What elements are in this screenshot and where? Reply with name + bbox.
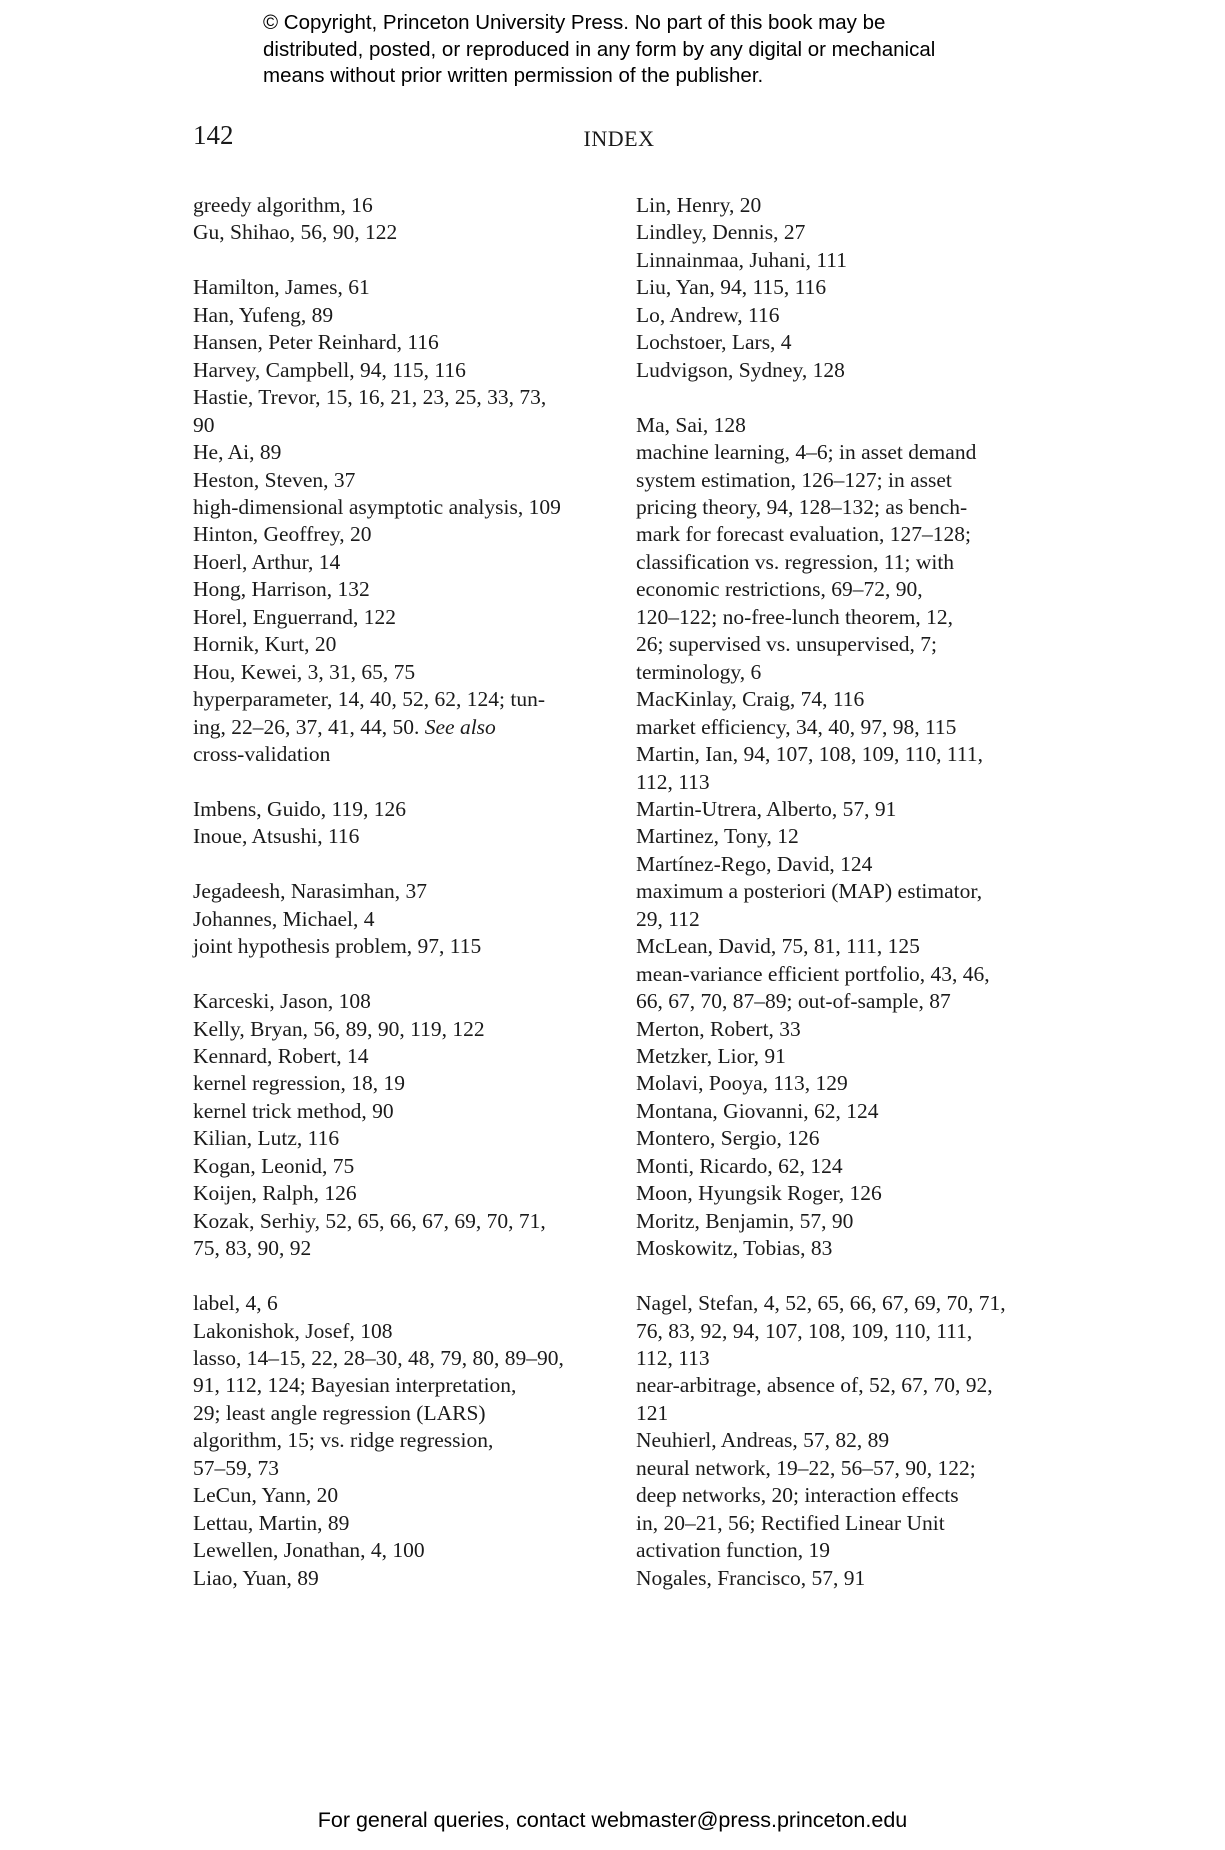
index-entry-line: algorithm, 15; vs. ridge regression,: [193, 1428, 494, 1453]
index-entry-line: Merton, Robert, 33: [636, 1016, 801, 1041]
index-entry: [636, 1180, 1086, 1207]
index-entry-line: hyperparameter, 14, 40, 52, 62, 124; tun-: [193, 687, 546, 712]
index-entry-line: Linnainmaa, Juhani, 111: [636, 247, 847, 272]
index-entry: [193, 1318, 623, 1345]
index-entry-line: Gu, Shihao, 56, 90, 122: [193, 220, 398, 245]
index-entry-line: system estimation, 126–127; in asset: [636, 467, 952, 492]
index-entry-line: Nogales, Francisco, 57, 91: [636, 1565, 866, 1590]
index-entry: [636, 1455, 1086, 1565]
index-entry: [193, 1345, 623, 1482]
index-entry-line: mark for forecast evaluation, 127–128;: [636, 522, 971, 547]
index-entry-line: Kilian, Lutz, 116: [193, 1126, 340, 1151]
letter-group-gap: [636, 1263, 1086, 1290]
index-entry-line: 76, 83, 92, 94, 107, 108, 109, 110, 111,: [636, 1318, 973, 1343]
index-entry: [193, 1565, 623, 1592]
index-entry-line: terminology, 6: [636, 659, 762, 684]
index-entry: [193, 933, 623, 960]
index-entry-line: Hansen, Peter Reinhard, 116: [193, 330, 439, 355]
index-entry: [193, 1125, 623, 1152]
see-also-reference: See also: [424, 714, 496, 739]
index-entry-line: Lakonishok, Josef, 108: [193, 1318, 393, 1343]
index-entry-line: maximum a posteriori (MAP) estimator,: [636, 879, 983, 904]
index-entry: [193, 467, 623, 494]
index-entry-line: ing, 22–26, 37, 41, 44, 50. See also: [193, 714, 496, 739]
index-entry: [193, 549, 623, 576]
index-entry: [636, 329, 1086, 356]
index-entry-line: Kennard, Robert, 14: [193, 1043, 369, 1068]
index-entry-line: Hastie, Trevor, 15, 16, 21, 23, 25, 33, 73,: [193, 385, 547, 410]
index-entry: [636, 1098, 1086, 1125]
index-entry: [636, 1427, 1086, 1454]
index-entry-line: He, Ai, 89: [193, 440, 282, 465]
index-entry-line: Hornik, Kurt, 20: [193, 632, 337, 657]
index-entry: [636, 192, 1086, 219]
index-entry: [636, 823, 1086, 850]
page-number: 142: [193, 120, 234, 150]
index-entry: [636, 1290, 1086, 1372]
index-entry-line: machine learning, 4–6; in asset demand: [636, 440, 977, 465]
index-entry-line: Hong, Harrison, 132: [193, 577, 370, 602]
index-entry-line: Lo, Andrew, 116: [636, 302, 780, 327]
index-entry-line: Molavi, Pooya, 113, 129: [636, 1071, 848, 1096]
index-entry: [636, 1153, 1086, 1180]
index-entry: [193, 1510, 623, 1537]
index-entry: [636, 219, 1086, 246]
index-entry-line: Heston, Steven, 37: [193, 467, 356, 492]
index-entry-line: Montero, Sergio, 126: [636, 1126, 820, 1151]
index-entry: [193, 1290, 623, 1317]
index-entry-line: classification vs. regression, 11; with: [636, 549, 955, 574]
index-entry: [636, 741, 1086, 796]
index-entry: [636, 412, 1086, 439]
index-entry: [193, 988, 623, 1015]
index-entry-line: Montana, Giovanni, 62, 124: [636, 1098, 879, 1123]
index-entry-line: Lettau, Martin, 89: [193, 1510, 350, 1535]
index-entry-line: Kelly, Bryan, 56, 89, 90, 119, 122: [193, 1016, 485, 1041]
index-entry-line: MacKinlay, Craig, 74, 116: [636, 687, 865, 712]
index-entry: [193, 219, 623, 246]
index-entry-line: Ma, Sai, 128: [636, 412, 746, 437]
index-entry-line: Hoerl, Arthur, 14: [193, 549, 341, 574]
index-entry-line: 112, 113: [636, 1346, 710, 1370]
index-entry-line: Lin, Henry, 20: [636, 193, 762, 217]
letter-group-gap: [193, 247, 623, 274]
index-entry: [636, 1016, 1086, 1043]
index-entry: [193, 494, 623, 521]
index-entry-line: 66, 67, 70, 87–89; out-of-sample, 87: [636, 989, 951, 1014]
index-entry-line: 29; least angle regression (LARS): [193, 1400, 486, 1425]
index-entry: [193, 439, 623, 466]
index-entry-line: 57–59, 73: [193, 1455, 279, 1480]
letter-group-gap: [193, 1263, 623, 1290]
index-entry: [193, 329, 623, 356]
index-entry-line: 75, 83, 90, 92: [193, 1236, 312, 1261]
index-entry-line: deep networks, 20; interaction effects: [636, 1483, 959, 1508]
index-entry-line: Metzker, Lior, 91: [636, 1044, 786, 1069]
index-entry-line: near-arbitrage, absence of, 52, 67, 70, 92,: [636, 1373, 993, 1398]
index-entry: [193, 1016, 623, 1043]
copyright-notice: [263, 10, 1023, 90]
index-entry-line: Liao, Yuan, 89: [193, 1565, 319, 1590]
index-column-left: [193, 192, 623, 1592]
index-entry-line: in, 20–21, 56; Rectified Linear Unit: [636, 1510, 945, 1535]
index-entry-line: Martin-Utrera, Alberto, 57, 91: [636, 796, 897, 821]
index-entry-line: economic restrictions, 69–72, 90,: [636, 577, 923, 602]
index-entry-line: 91, 112, 124; Bayesian interpretation,: [193, 1373, 517, 1398]
index-entry: [193, 1070, 623, 1097]
index-entry-line: Moskowitz, Tobias, 83: [636, 1236, 833, 1261]
index-entry-line: 26; supervised vs. unsupervised, 7;: [636, 632, 937, 657]
index-entry-line: kernel regression, 18, 19: [193, 1071, 405, 1096]
index-entry: [636, 439, 1086, 686]
index-entry: [193, 604, 623, 631]
index-entry-line: Liu, Yan, 94, 115, 116: [636, 275, 827, 300]
index-entry: [636, 1235, 1086, 1262]
index-entry: [636, 961, 1086, 1016]
letter-group-gap: [636, 384, 1086, 411]
letter-group-gap: [193, 851, 623, 878]
index-entry: [636, 274, 1086, 301]
index-entry-line: Ludvigson, Sydney, 128: [636, 357, 845, 382]
index-entry-line: Karceski, Jason, 108: [193, 989, 371, 1014]
copyright-line: distributed, posted, or reproduced in any form by any digital or mechanical: [263, 37, 936, 61]
letter-group-gap: [193, 769, 623, 796]
index-entry: [636, 933, 1086, 960]
copyright-line: © Copyright, Princeton University Press. No part of this book may be: [263, 11, 886, 34]
index-entry: [193, 1043, 623, 1070]
index-entry: [636, 302, 1086, 329]
index-entry: [193, 1482, 623, 1509]
index-entry-line: Lewellen, Jonathan, 4, 100: [193, 1538, 425, 1563]
index-entry-line: Hinton, Geoffrey, 20: [193, 522, 372, 547]
index-entry-line: kernel trick method, 90: [193, 1098, 394, 1123]
index-entry: [193, 796, 623, 823]
index-entry-line: market efficiency, 34, 40, 97, 98, 115: [636, 714, 957, 739]
footer-contact: For general queries, contact webmaster@press.princeton.edu: [317, 1808, 908, 1832]
index-entry-line: pricing theory, 94, 128–132; as bench-: [636, 494, 968, 519]
index-column-right: [636, 192, 1086, 1592]
index-entry: [636, 796, 1086, 823]
index-entry: [636, 714, 1086, 741]
index-entry-line: Lindley, Dennis, 27: [636, 220, 806, 245]
index-entry: [193, 631, 623, 658]
index-entry-line: joint hypothesis problem, 97, 115: [193, 934, 482, 959]
index-entry: [193, 384, 623, 439]
index-entry-line: 29, 112: [636, 906, 700, 931]
index-entry: [636, 686, 1086, 713]
index-entry-line: Moritz, Benjamin, 57, 90: [636, 1208, 854, 1233]
index-entry-line: Nagel, Stefan, 4, 52, 65, 66, 67, 69, 70, 71,: [636, 1291, 1006, 1316]
running-head: INDEX: [583, 126, 655, 151]
index-entry-line: 121: [636, 1400, 669, 1425]
index-entry: [636, 1565, 1086, 1592]
index-entry-line: neural network, 19–22, 56–57, 90, 122;: [636, 1455, 976, 1480]
index-entry-line: label, 4, 6: [193, 1291, 278, 1316]
index-entry: [193, 576, 623, 603]
index-entry: [636, 247, 1086, 274]
index-entry-line: Imbens, Guido, 119, 126: [193, 796, 406, 821]
index-entry: [193, 521, 623, 548]
index-entry: [193, 878, 623, 905]
letter-group-gap: [193, 961, 623, 988]
index-entry: [193, 686, 623, 768]
copyright-line: means without prior written permission of the publisher.: [263, 64, 764, 87]
index-entry: [193, 192, 623, 219]
index-entry: [193, 906, 623, 933]
index-entry-line: 120–122; no-free-lunch theorem, 12,: [636, 604, 954, 629]
index-entry-line: Jegadeesh, Narasimhan, 37: [193, 879, 428, 904]
index-entry: [193, 1098, 623, 1125]
index-entry: [193, 357, 623, 384]
index-entry-line: Han, Yufeng, 89: [193, 302, 334, 327]
index-entry-line: Inoue, Atsushi, 116: [193, 824, 360, 849]
index-entry: [636, 1372, 1086, 1427]
index-entry-line: Johannes, Michael, 4: [193, 906, 375, 931]
index-entry-line: 90: [193, 412, 215, 437]
index-entry: [636, 357, 1086, 384]
index-entry-line: Kozak, Serhiy, 52, 65, 66, 67, 69, 70, 71,: [193, 1208, 546, 1233]
index-entry: [636, 1208, 1086, 1235]
index-entry: [636, 1043, 1086, 1070]
index-entry-line: Neuhierl, Andreas, 57, 82, 89: [636, 1428, 890, 1453]
index-entry: [636, 851, 1086, 878]
index-entry-line: 112, 113: [636, 769, 710, 794]
index-entry: [193, 1180, 623, 1207]
index-entry-line: activation function, 19: [636, 1538, 831, 1563]
index-entry-line: LeCun, Yann, 20: [193, 1483, 339, 1508]
index-entry: [193, 1537, 623, 1564]
index-entry-line: McLean, David, 75, 81, 111, 125: [636, 934, 920, 959]
index-entry-line: Harvey, Campbell, 94, 115, 116: [193, 357, 466, 382]
index-entry-line: Martin, Ian, 94, 107, 108, 109, 110, 111,: [636, 742, 983, 767]
index-entry-line: Lochstoer, Lars, 4: [636, 330, 792, 355]
index-entry: [193, 823, 623, 850]
index-entry: [193, 274, 623, 301]
index-entry-line: Martínez-Rego, David, 124: [636, 851, 873, 876]
index-entry-line: Horel, Enguerrand, 122: [193, 604, 396, 629]
index-entry: [636, 878, 1086, 933]
index-entry-line: lasso, 14–15, 22, 28–30, 48, 79, 80, 89–90,: [193, 1345, 564, 1370]
index-entry: [193, 1153, 623, 1180]
index-entry-line: greedy algorithm, 16: [193, 193, 373, 217]
index-entry-line: Moon, Hyungsik Roger, 126: [636, 1181, 882, 1206]
index-entry-line: Hamilton, James, 61: [193, 275, 370, 300]
index-entry-line: mean-variance efficient portfolio, 43, 46,: [636, 961, 990, 986]
index-entry-line: Koijen, Ralph, 126: [193, 1181, 357, 1206]
index-entry: [636, 1125, 1086, 1152]
index-entry-line: Monti, Ricardo, 62, 124: [636, 1153, 843, 1178]
index-entry: [636, 1070, 1086, 1097]
index-entry: [193, 302, 623, 329]
index-entry-line: Martinez, Tony, 12: [636, 824, 799, 849]
index-entry: [193, 1208, 623, 1263]
index-entry-line: cross-validation: [193, 742, 331, 767]
index-entry-line: Kogan, Leonid, 75: [193, 1153, 355, 1178]
index-entry-line: high-dimensional asymptotic analysis, 109: [193, 494, 561, 519]
index-entry-line: Hou, Kewei, 3, 31, 65, 75: [193, 659, 416, 684]
index-entry: [193, 659, 623, 686]
